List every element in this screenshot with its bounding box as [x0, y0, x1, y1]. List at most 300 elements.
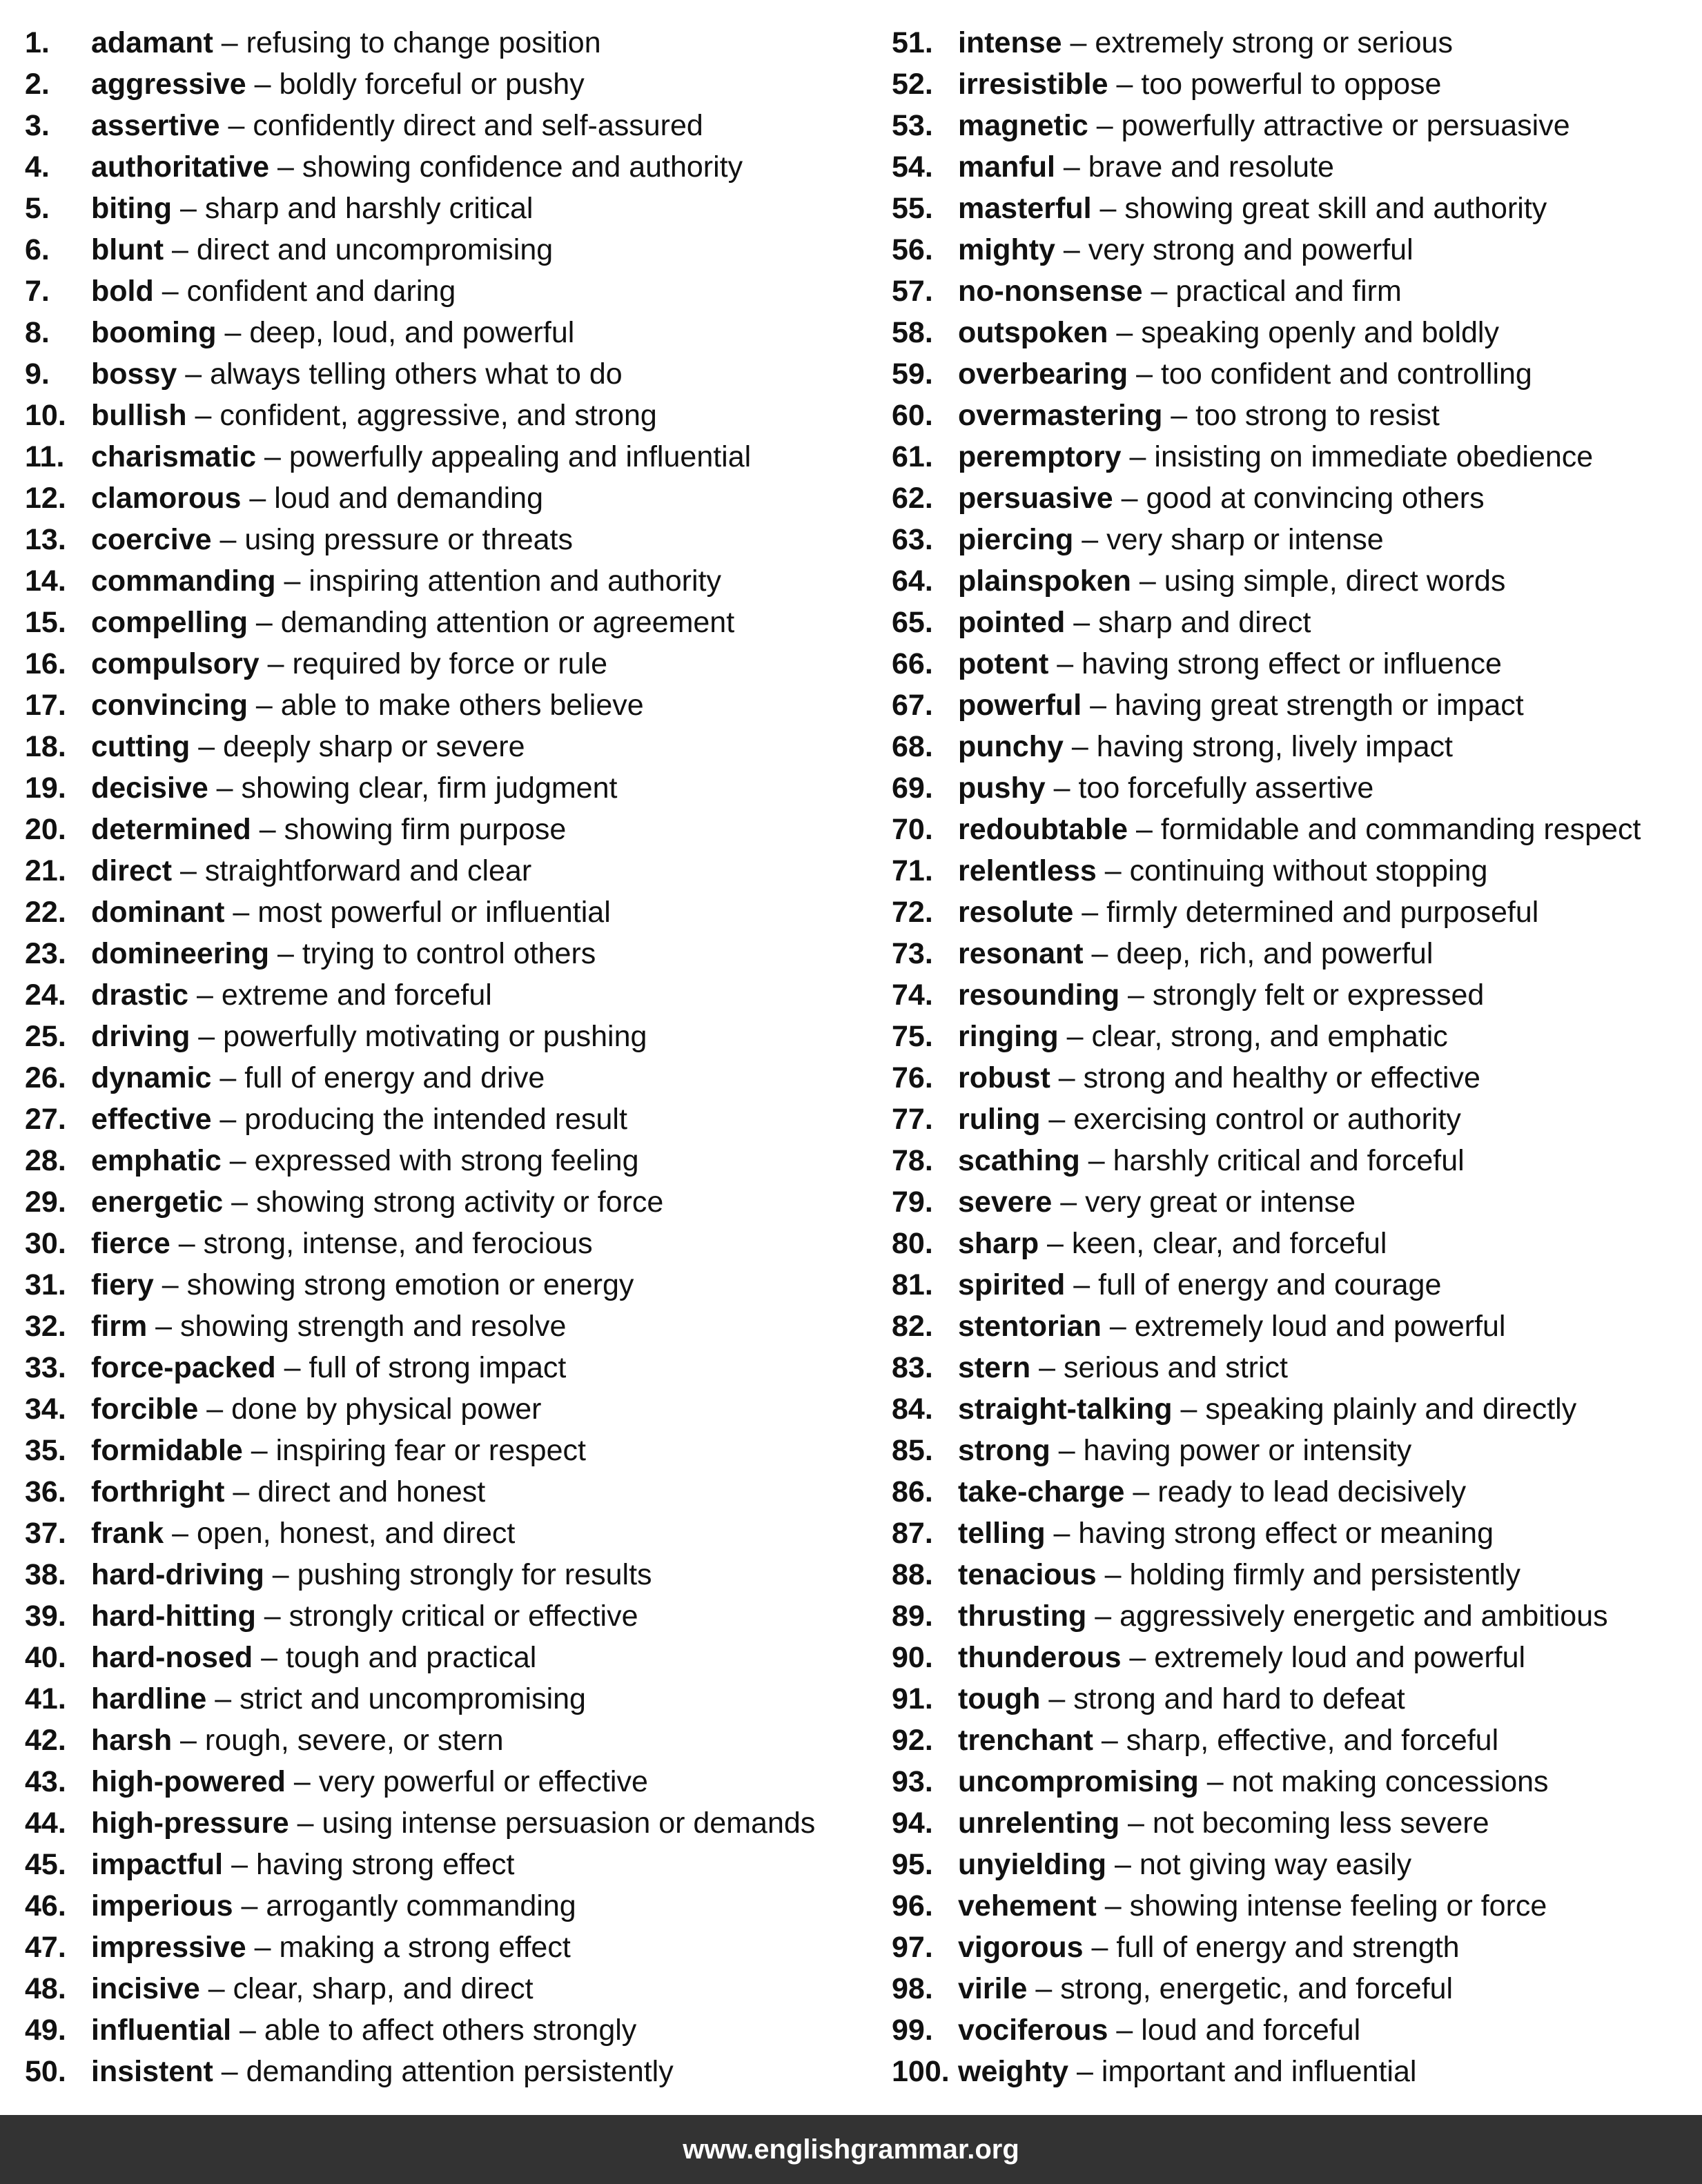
list-item: [892, 560, 1699, 602]
item-separator: –: [164, 1517, 197, 1550]
item-number: 14.: [25, 564, 66, 598]
item-separator: –: [1079, 1144, 1113, 1177]
item-definition: not becoming less severe: [1152, 1807, 1489, 1840]
item-number: 93.: [892, 1765, 933, 1798]
item-word: blunt: [91, 233, 164, 266]
list-item: [25, 1347, 874, 1388]
item-number: 97.: [892, 1931, 933, 1964]
item-definition: too strong to resist: [1195, 399, 1440, 432]
item-separator: –: [224, 1475, 258, 1508]
list-item: [892, 1181, 1699, 1223]
item-word: virile: [958, 1972, 1028, 2005]
item-word: high-pressure: [91, 1807, 289, 1840]
item-definition: showing great skill and authority: [1124, 192, 1547, 225]
item-separator: –: [211, 1103, 245, 1136]
list-item: [25, 1678, 874, 1720]
item-separator: –: [1119, 978, 1153, 1012]
list-item: [892, 146, 1699, 188]
item-number: 100.: [892, 2055, 950, 2088]
item-number: 25.: [25, 1020, 66, 1053]
item-separator: –: [216, 316, 250, 349]
item-number: 29.: [25, 1186, 66, 1219]
item-definition: most powerful or influential: [257, 896, 611, 929]
item-number: 88.: [892, 1558, 933, 1591]
item-definition: too forcefully assertive: [1078, 771, 1374, 805]
item-word: mighty: [958, 233, 1055, 266]
item-word: imperious: [91, 1889, 233, 1922]
item-number: 70.: [892, 813, 933, 846]
item-definition: holding firmly and persistently: [1129, 1558, 1520, 1591]
item-separator: –: [1083, 937, 1117, 970]
item-word: dominant: [91, 896, 225, 929]
item-word: strong: [958, 1434, 1050, 1467]
item-word: aggressive: [91, 68, 246, 101]
item-definition: using pressure or threats: [244, 523, 573, 556]
item-number: 27.: [25, 1103, 66, 1136]
list-item: [892, 22, 1699, 63]
item-word: bullish: [91, 399, 187, 432]
item-separator: –: [211, 1061, 245, 1094]
list-item: [25, 726, 874, 767]
list-item: [25, 1223, 874, 1264]
item-separator: –: [1048, 647, 1082, 680]
list-item: [25, 1554, 874, 1595]
item-separator: –: [221, 1144, 255, 1177]
list-item: [25, 146, 874, 188]
item-word: domineering: [91, 937, 270, 970]
item-separator: –: [1108, 2014, 1142, 2047]
item-separator: –: [264, 1558, 297, 1591]
item-word: vigorous: [958, 1931, 1084, 1964]
item-separator: –: [198, 1393, 232, 1426]
item-separator: –: [231, 2014, 264, 2047]
list-item: [25, 1099, 874, 1140]
item-number: 20.: [25, 813, 66, 846]
item-word: masterful: [958, 192, 1092, 225]
item-word: pushy: [958, 771, 1046, 805]
item-word: powerful: [958, 689, 1082, 722]
list-item: [892, 2051, 1699, 2092]
item-definition: strict and uncompromising: [239, 1682, 586, 1715]
item-number: 78.: [892, 1144, 933, 1177]
list-item: [892, 1844, 1699, 1885]
list-item: [25, 974, 874, 1016]
item-word: ringing: [958, 1020, 1059, 1053]
list-item: [892, 1595, 1699, 1637]
item-definition: too confident and controlling: [1160, 357, 1532, 391]
item-definition: harshly critical and forceful: [1113, 1144, 1465, 1177]
item-word: bold: [91, 275, 154, 308]
item-number: 34.: [25, 1393, 66, 1426]
item-definition: powerfully attractive or persuasive: [1121, 109, 1570, 142]
item-number: 54.: [892, 150, 933, 184]
item-word: biting: [91, 192, 173, 225]
item-definition: strong and hard to defeat: [1073, 1682, 1405, 1715]
item-number: 37.: [25, 1517, 66, 1550]
item-definition: keen, clear, and forceful: [1071, 1227, 1387, 1260]
item-word: resounding: [958, 978, 1120, 1012]
item-number: 53.: [892, 109, 933, 142]
item-number: 9.: [25, 357, 50, 391]
item-separator: –: [1040, 1682, 1074, 1715]
list-item: [892, 1306, 1699, 1347]
list-item: [25, 270, 874, 312]
item-number: 67.: [892, 689, 933, 722]
item-word: adamant: [91, 26, 213, 59]
item-word: stern: [958, 1351, 1031, 1384]
item-number: 89.: [892, 1600, 933, 1633]
list-item: [25, 1761, 874, 1802]
item-separator: –: [199, 1972, 233, 2005]
item-number: 57.: [892, 275, 933, 308]
item-definition: required by force or rule: [292, 647, 608, 680]
item-word: forcible: [91, 1393, 199, 1426]
item-definition: demanding attention or agreement: [280, 606, 735, 639]
item-number: 6.: [25, 233, 50, 266]
item-number: 19.: [25, 771, 66, 805]
item-number: 26.: [25, 1061, 66, 1094]
item-word: booming: [91, 316, 217, 349]
list-item: [892, 312, 1699, 353]
item-number: 83.: [892, 1351, 933, 1384]
item-definition: good at convincing others: [1146, 482, 1485, 515]
list-item: [25, 22, 874, 63]
item-word: decisive: [91, 771, 208, 805]
item-number: 94.: [892, 1807, 933, 1840]
item-separator: –: [1058, 1020, 1092, 1053]
item-separator: –: [224, 896, 258, 929]
item-number: 31.: [25, 1268, 66, 1301]
item-word: authoritative: [91, 150, 270, 184]
item-definition: deeply sharp or severe: [223, 730, 525, 763]
item-definition: demanding attention persistently: [246, 2055, 674, 2088]
item-number: 13.: [25, 523, 66, 556]
item-separator: –: [1062, 26, 1095, 59]
item-separator: –: [147, 1310, 181, 1343]
item-definition: using intense persuasion or demands: [322, 1807, 816, 1840]
item-definition: powerfully motivating or pushing: [223, 1020, 647, 1053]
item-definition: able to make others believe: [280, 689, 644, 722]
item-number: 15.: [25, 606, 66, 639]
list-item: [892, 1016, 1699, 1057]
list-item: [25, 892, 874, 933]
item-word: resolute: [958, 896, 1074, 929]
item-definition: practical and firm: [1175, 275, 1402, 308]
item-number: 4.: [25, 150, 50, 184]
list-item: [892, 1637, 1699, 1678]
item-number: 48.: [25, 1972, 66, 2005]
list-item: [892, 229, 1699, 270]
item-definition: sharp and harshly critical: [204, 192, 534, 225]
item-separator: –: [1063, 730, 1097, 763]
list-item: [25, 602, 874, 643]
item-separator: –: [186, 399, 220, 432]
footer-bar: [0, 2115, 1702, 2184]
item-definition: expressed with strong feeling: [254, 1144, 639, 1177]
item-separator: –: [1108, 316, 1142, 349]
item-separator: –: [1162, 399, 1196, 432]
item-definition: rough, severe, or stern: [204, 1724, 504, 1757]
item-definition: very sharp or intense: [1106, 523, 1384, 556]
list-item: [25, 850, 874, 892]
item-separator: –: [251, 813, 284, 846]
list-item: [25, 2009, 874, 2051]
item-word: no-nonsense: [958, 275, 1143, 308]
item-number: 32.: [25, 1310, 66, 1343]
item-separator: –: [1050, 1434, 1084, 1467]
list-item: [892, 643, 1699, 685]
item-definition: strongly critical or effective: [288, 1600, 638, 1633]
list-item: [892, 726, 1699, 767]
item-word: coercive: [91, 523, 212, 556]
item-number: 45.: [25, 1848, 66, 1881]
item-separator: –: [253, 1641, 286, 1674]
item-word: persuasive: [958, 482, 1113, 515]
list-item: [25, 2051, 874, 2092]
item-number: 65.: [892, 606, 933, 639]
footer-url[interactable]: www.englishgrammar.org: [683, 2134, 1019, 2165]
item-definition: ready to lead decisively: [1157, 1475, 1467, 1508]
item-word: thunderous: [958, 1641, 1122, 1674]
item-separator: –: [246, 1931, 280, 1964]
item-number: 43.: [25, 1765, 66, 1798]
list-item: [892, 105, 1699, 146]
item-number: 33.: [25, 1351, 66, 1384]
item-number: 51.: [892, 26, 933, 59]
item-definition: trying to control others: [302, 937, 596, 970]
item-separator: –: [1052, 1186, 1086, 1219]
item-word: determined: [91, 813, 251, 846]
list-item: [892, 1223, 1699, 1264]
item-number: 41.: [25, 1682, 66, 1715]
item-separator: –: [242, 1434, 276, 1467]
list-item: [25, 436, 874, 478]
item-definition: showing firm purpose: [284, 813, 567, 846]
list-item: [25, 1927, 874, 1968]
list-item: [25, 809, 874, 850]
list-item: [25, 560, 874, 602]
item-number: 95.: [892, 1848, 933, 1881]
item-word: clamorous: [91, 482, 242, 515]
item-number: 56.: [892, 233, 933, 266]
list-item: [25, 312, 874, 353]
item-separator: –: [269, 150, 302, 184]
item-number: 7.: [25, 275, 50, 308]
item-definition: refusing to change position: [246, 26, 601, 59]
item-separator: –: [172, 854, 205, 887]
item-separator: –: [1068, 2055, 1102, 2088]
list-item: [25, 478, 874, 519]
item-definition: full of energy and courage: [1098, 1268, 1442, 1301]
item-word: punchy: [958, 730, 1064, 763]
item-word: thrusting: [958, 1600, 1087, 1633]
item-separator: –: [1065, 606, 1099, 639]
item-definition: exercising control or authority: [1073, 1103, 1461, 1136]
item-number: 2.: [25, 68, 50, 101]
list-item: [892, 1057, 1699, 1099]
item-separator: –: [213, 2055, 246, 2088]
list-item: [892, 395, 1699, 436]
item-number: 23.: [25, 937, 66, 970]
item-separator: –: [275, 1351, 309, 1384]
item-number: 22.: [25, 896, 66, 929]
list-item: [892, 188, 1699, 229]
item-separator: –: [1039, 1227, 1072, 1260]
item-word: sharp: [958, 1227, 1039, 1260]
item-separator: –: [1083, 1931, 1117, 1964]
list-item: [892, 767, 1699, 809]
item-definition: showing clear, firm judgment: [241, 771, 618, 805]
item-definition: using simple, direct words: [1164, 564, 1506, 598]
item-definition: extremely loud and powerful: [1134, 1310, 1506, 1343]
item-number: 49.: [25, 2014, 66, 2047]
item-word: fiery: [91, 1268, 154, 1301]
item-definition: boldly forceful or pushy: [279, 68, 585, 101]
list-item: [892, 850, 1699, 892]
item-definition: showing strength and resolve: [180, 1310, 567, 1343]
item-word: uncompromising: [958, 1765, 1199, 1798]
item-separator: –: [213, 26, 246, 59]
item-number: 98.: [892, 1972, 933, 2005]
item-definition: direct and honest: [257, 1475, 486, 1508]
item-separator: –: [1131, 564, 1164, 598]
list-item: [25, 1968, 874, 2009]
item-word: forthright: [91, 1475, 225, 1508]
list-item: [892, 1140, 1699, 1181]
item-number: 76.: [892, 1061, 933, 1094]
list-item: [892, 1678, 1699, 1720]
item-word: magnetic: [958, 109, 1088, 142]
item-word: tough: [958, 1682, 1041, 1715]
list-item: [892, 1885, 1699, 1927]
list-item: [25, 1388, 874, 1430]
item-definition: firmly determined and purposeful: [1106, 896, 1539, 929]
item-word: energetic: [91, 1186, 224, 1219]
item-word: manful: [958, 150, 1055, 184]
item-word: impressive: [91, 1931, 246, 1964]
list-item: [25, 1140, 874, 1181]
item-word: stentorian: [958, 1310, 1102, 1343]
item-number: 92.: [892, 1724, 933, 1757]
item-number: 77.: [892, 1103, 933, 1136]
list-item: [25, 1181, 874, 1223]
item-word: pointed: [958, 606, 1066, 639]
item-number: 90.: [892, 1641, 933, 1674]
item-word: overbearing: [958, 357, 1128, 391]
item-number: 35.: [25, 1434, 66, 1467]
item-word: force-packed: [91, 1351, 276, 1384]
item-definition: strongly felt or expressed: [1152, 978, 1485, 1012]
item-word: vehement: [958, 1889, 1097, 1922]
item-separator: –: [170, 1227, 204, 1260]
list-item: [25, 933, 874, 974]
item-word: take-charge: [958, 1475, 1125, 1508]
item-word: emphatic: [91, 1144, 222, 1177]
list-item: [892, 602, 1699, 643]
item-word: vociferous: [958, 2014, 1108, 2047]
list-item: [892, 478, 1699, 519]
item-word: driving: [91, 1020, 190, 1053]
item-definition: very powerful or effective: [318, 1765, 648, 1798]
item-word: redoubtable: [958, 813, 1128, 846]
item-separator: –: [190, 1020, 224, 1053]
item-number: 39.: [25, 1600, 66, 1633]
item-definition: making a strong effect: [279, 1931, 571, 1964]
item-separator: –: [219, 109, 253, 142]
list-item: [892, 270, 1699, 312]
list-item: [25, 353, 874, 395]
item-separator: –: [190, 730, 224, 763]
list-item: [25, 188, 874, 229]
list-item: [892, 353, 1699, 395]
item-word: firm: [91, 1310, 148, 1343]
item-number: 87.: [892, 1517, 933, 1550]
item-word: severe: [958, 1186, 1053, 1219]
item-separator: –: [255, 1600, 289, 1633]
item-word: hard-hitting: [91, 1600, 256, 1633]
list-item: [25, 1471, 874, 1513]
item-number: 91.: [892, 1682, 933, 1715]
item-word: weighty: [958, 2055, 1069, 2088]
item-separator: –: [1108, 68, 1142, 101]
item-definition: insisting on immediate obedience: [1154, 440, 1594, 473]
item-definition: direct and uncompromising: [196, 233, 554, 266]
item-separator: –: [188, 978, 222, 1012]
item-word: telling: [958, 1517, 1046, 1550]
item-word: hard-driving: [91, 1558, 264, 1591]
item-separator: –: [269, 937, 302, 970]
item-definition: confident, aggressive, and strong: [219, 399, 657, 432]
item-separator: –: [1082, 689, 1115, 722]
list-item: [25, 685, 874, 726]
item-number: 52.: [892, 68, 933, 101]
item-definition: inspiring attention and authority: [309, 564, 722, 598]
list-item: [892, 933, 1699, 974]
item-definition: arrogantly commanding: [266, 1889, 576, 1922]
item-separator: –: [1055, 233, 1088, 266]
list-item: [25, 1430, 874, 1471]
item-definition: strong, energetic, and forceful: [1060, 1972, 1454, 2005]
item-separator: –: [1091, 192, 1125, 225]
list-item: [892, 1968, 1699, 2009]
item-definition: full of energy and drive: [244, 1061, 545, 1094]
list-item: [25, 1306, 874, 1347]
list-item: [25, 643, 874, 685]
item-number: 64.: [892, 564, 933, 598]
item-separator: –: [259, 647, 293, 680]
item-number: 60.: [892, 399, 933, 432]
list-item: [892, 1388, 1699, 1430]
item-definition: having strong effect or meaning: [1078, 1517, 1494, 1550]
item-definition: having great strength or impact: [1114, 689, 1524, 722]
item-separator: –: [164, 233, 197, 266]
item-number: 47.: [25, 1931, 66, 1964]
item-separator: –: [208, 771, 242, 805]
item-number: 81.: [892, 1268, 933, 1301]
item-separator: –: [1121, 440, 1155, 473]
item-word: fierce: [91, 1227, 170, 1260]
list-item: [25, 767, 874, 809]
item-word: peremptory: [958, 440, 1122, 473]
item-definition: done by physical power: [231, 1393, 542, 1426]
item-separator: –: [1096, 1889, 1130, 1922]
item-separator: –: [1113, 482, 1146, 515]
list-item: [892, 1347, 1699, 1388]
item-separator: –: [233, 1889, 266, 1922]
item-number: 73.: [892, 937, 933, 970]
item-definition: confidently direct and self-assured: [253, 109, 703, 142]
list-item: [25, 229, 874, 270]
